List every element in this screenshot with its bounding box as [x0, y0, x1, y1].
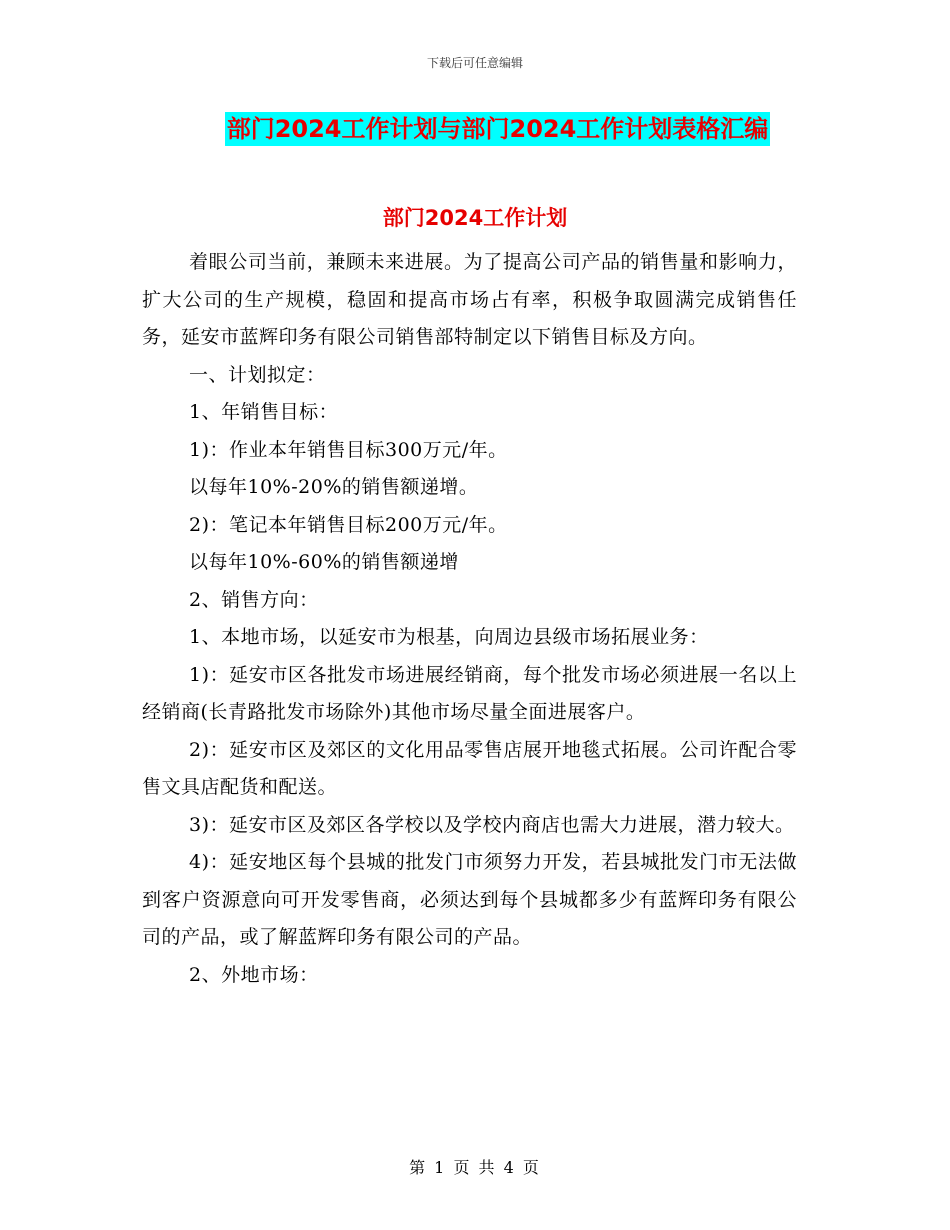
paragraph: 以每年10%-60%的销售额递增: [189, 551, 459, 573]
paragraph: 1)：延安市区各批发市场进展经销商，每个批发市场必须进展一名以上经销商(长青路批发市场除外)其他市场尽量全面进展客户。: [142, 663, 797, 723]
document-body: [142, 244, 797, 994]
paragraph: 2)：延安市区及郊区的文化用品零售店展开地毯式拓展。公司许配合零售文具店配货和配送。: [142, 738, 797, 798]
paragraph: 4)：延安地区每个县城的批发门市须努力开发，若县城批发门市无法做到客户资源意向可开发零售商，必须达到每个县城都多少有蓝辉印务有限公司的产品，或了解蓝辉印务有限公司的产品。: [142, 851, 797, 948]
paragraph: 2、销售方向：: [189, 588, 319, 611]
paragraph: 以每年10%-20%的销售额递增。: [189, 476, 479, 498]
paragraph: 着眼公司当前，兼顾未来进展。为了提高公司产品的销售量和影响力，扩大公司的生产规模，稳固和提高市场占有率，积极争取圆满完成销售任务，延安市蓝辉印务有限公司销售部特制定以下销售目标及方向。: [142, 251, 797, 348]
paragraph: 1、年销售目标：: [189, 401, 339, 423]
header-note: 下载后可任意编辑: [426, 56, 523, 70]
paragraph: 一、计划拟定：: [189, 363, 326, 386]
section-title: 部门2024工作计划: [382, 206, 568, 230]
paragraph: 2)：笔记本年销售目标200万元/年。: [189, 513, 508, 536]
page-footer: 第 1 页 共 4 页: [409, 1158, 541, 1177]
paragraph: 2、外地市场：: [189, 963, 319, 986]
paragraph: 1)：作业本年销售目标300万元/年。: [189, 438, 508, 461]
paragraph: 3)：延安市区及郊区各学校以及学校内商店也需大力进展，潜力较大。: [189, 813, 795, 836]
document-title: 部门2024工作计划与部门2024工作计划表格汇编: [225, 112, 771, 146]
paragraph: 1、本地市场，以延安市为根基，向周边县级市场拓展业务：: [189, 626, 709, 648]
document-title-wrap: [0, 112, 950, 146]
